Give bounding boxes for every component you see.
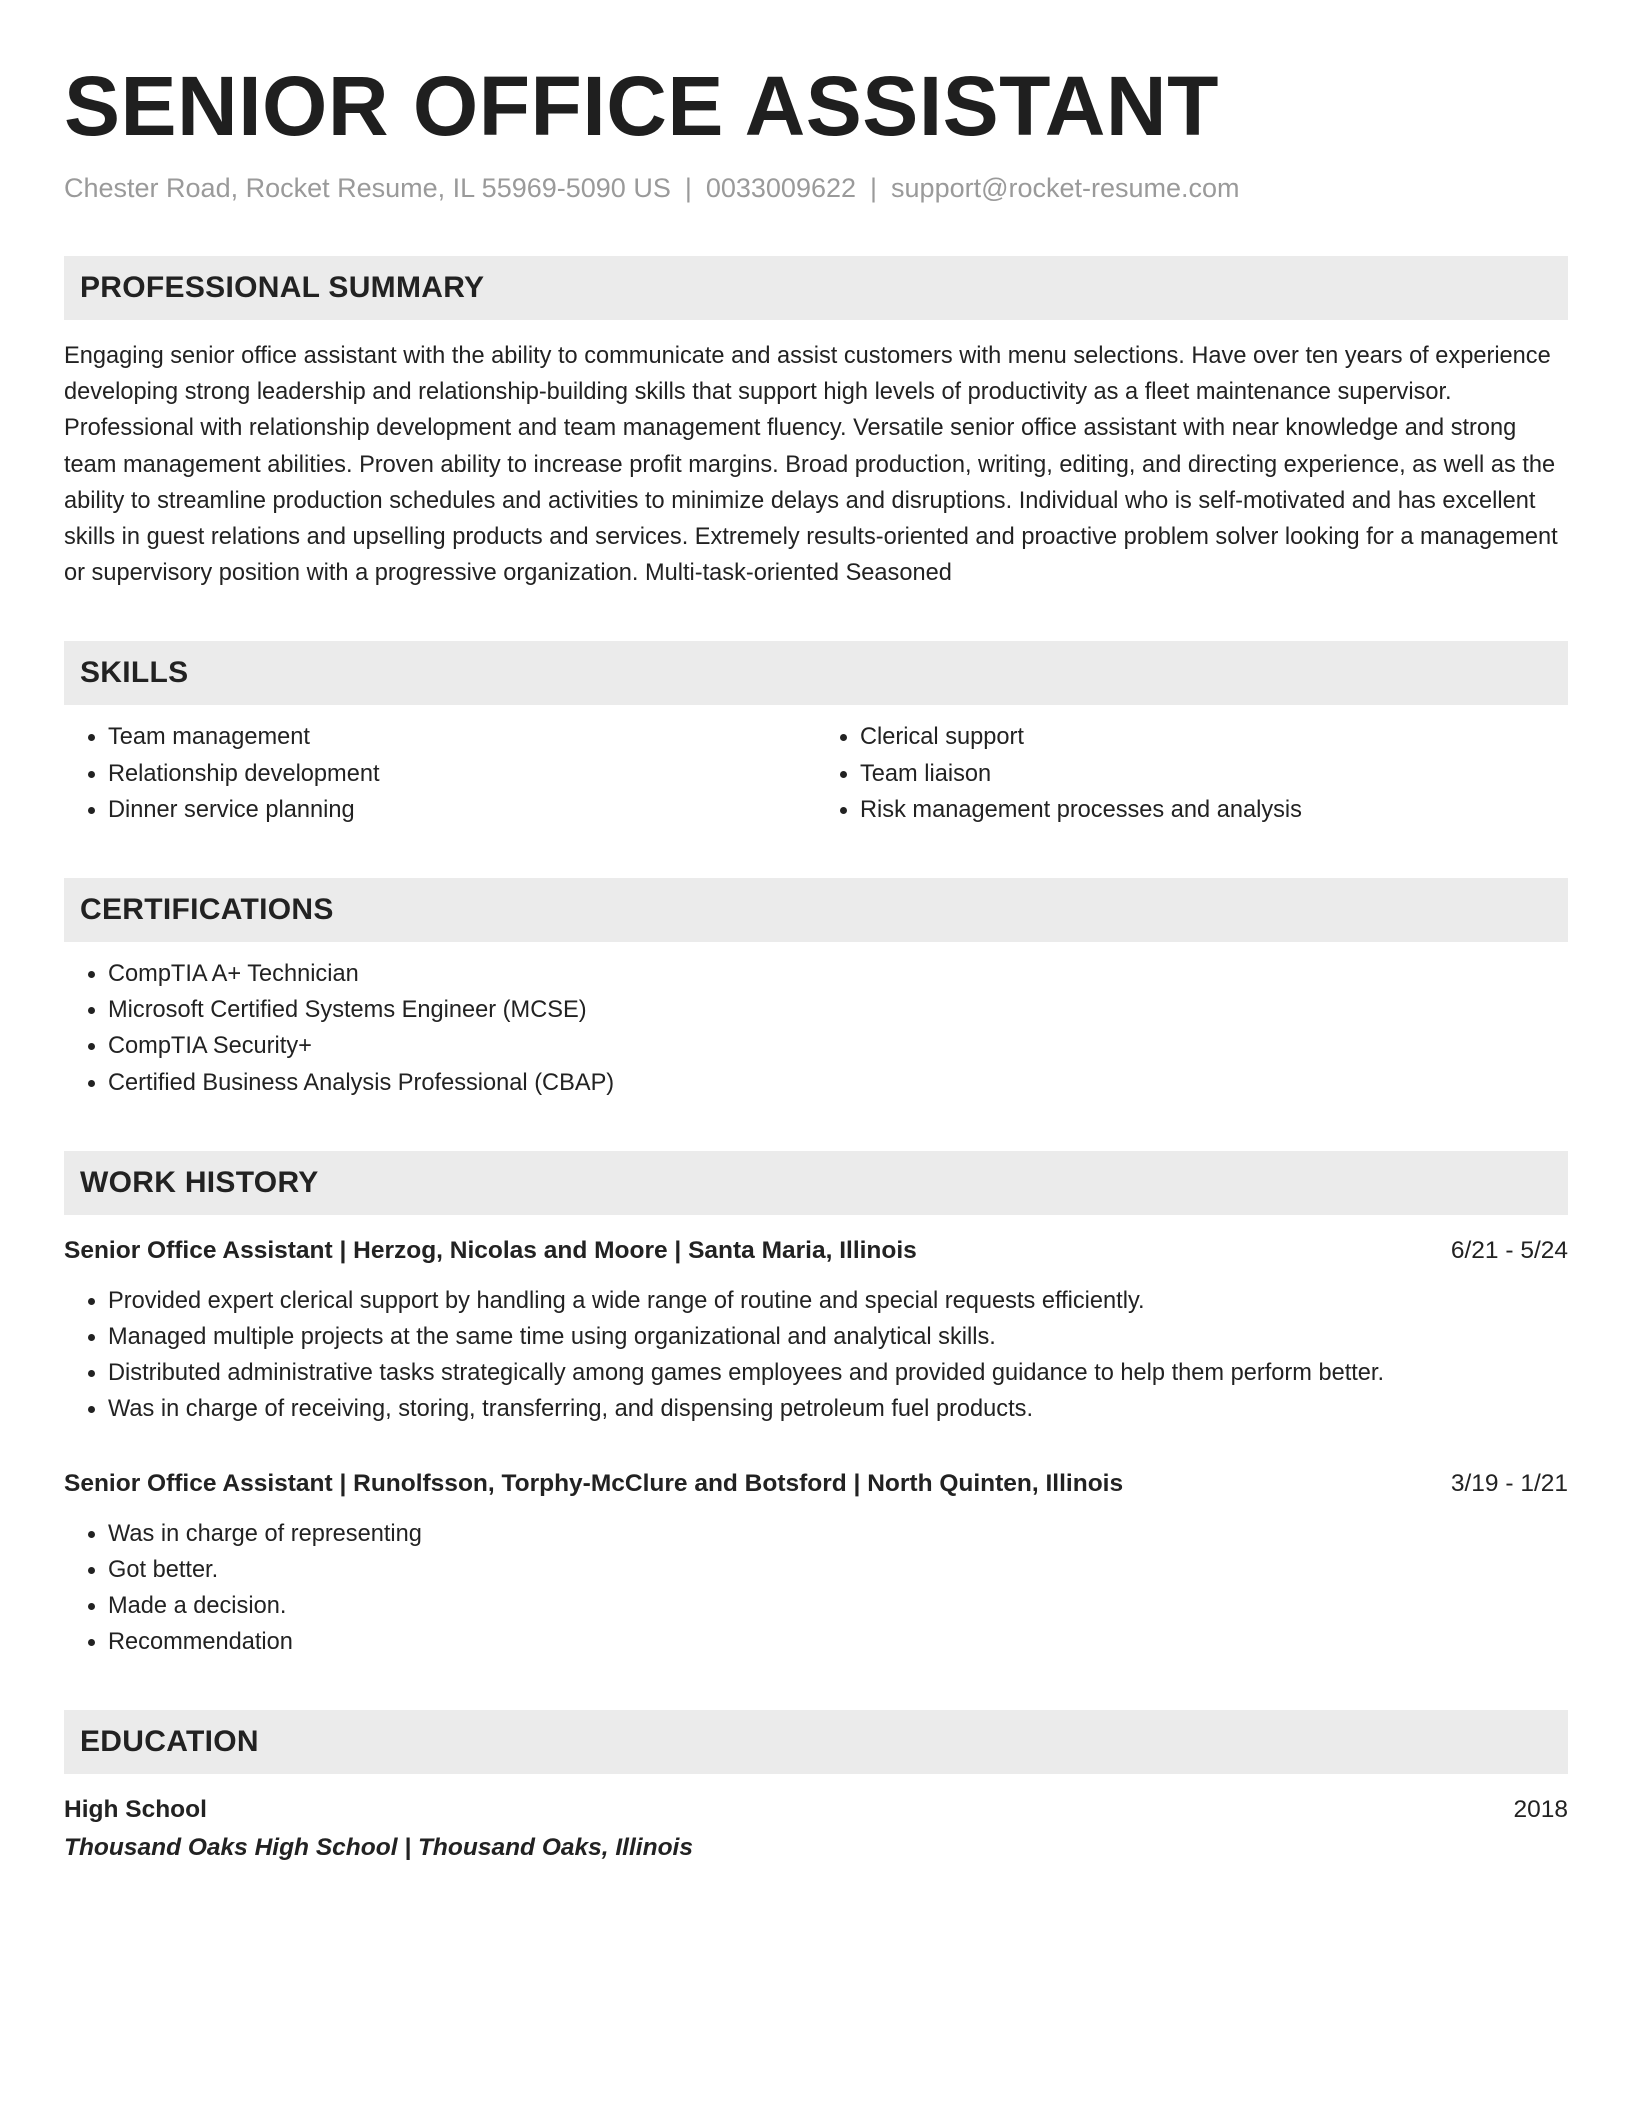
skills-list-right (816, 719, 1568, 828)
education-degree: High School (64, 1796, 207, 1824)
section-title-work-history: WORK HISTORY (64, 1151, 1568, 1215)
skill-item: • Relationship development (108, 756, 816, 792)
job-title: Senior Office Assistant | Runolfsson, Torphy-McClure and Botsford | North Quinten, Illinois (64, 1469, 1124, 1497)
contact-line (64, 170, 1568, 206)
section-title-summary: PROFESSIONAL SUMMARY (64, 256, 1568, 320)
job-bullets (64, 1516, 1568, 1661)
skill-item: • Clerical support (860, 719, 1568, 755)
job-title: Senior Office Assistant | Herzog, Nicolas and Moore | Santa Maria, Illinois (64, 1236, 917, 1264)
job-bullet: • Was in charge of receiving, storing, transferring, and dispensing petroleum fuel products. (108, 1391, 1568, 1427)
certification-item: • Certified Business Analysis Professional (CBAP) (108, 1065, 1568, 1101)
education-year: 2018 (1513, 1796, 1568, 1824)
job-bullet: • Got better. (108, 1552, 1568, 1588)
section-title-skills: SKILLS (64, 641, 1568, 705)
section-title-education: EDUCATION (64, 1710, 1568, 1774)
contact-separator: | (684, 173, 692, 203)
skills-grid (64, 719, 1568, 828)
section-title-certifications: CERTIFICATIONS (64, 878, 1568, 942)
contact-separator: | (870, 173, 878, 203)
certification-item: • CompTIA Security+ (108, 1028, 1568, 1064)
resume-name: SENIOR OFFICE ASSISTANT (64, 59, 1219, 153)
skill-item: • Team management (108, 719, 816, 755)
skill-item: • Risk management processes and analysis (860, 792, 1568, 828)
job-bullet: • Managed multiple projects at the same time using organizational and analytical skills. (108, 1319, 1568, 1355)
job-bullet: • Distributed administrative tasks strategically among games employees and provided guidance to help them perform better. (108, 1355, 1568, 1391)
contact-phone: 0033009622 (705, 173, 857, 203)
contact-email: support@rocket-resume.com (891, 173, 1240, 203)
certification-item: • CompTIA A+ Technician (108, 956, 1568, 992)
contact-address: Chester Road, Rocket Resume, IL 55969-5090 US (64, 173, 671, 203)
skill-item: • Dinner service planning (108, 792, 816, 828)
summary-text: Engaging senior office assistant with the ability to communicate and assist customers with menu selections. Have over ten years of experience developing strong leadership and relationship-building skills that support high levels of productivity as a fleet maintenance supervisor. Professional with relationship development and team management fluency. Versatile senior office assistant with near knowledge and strong team management abilities. Proven ability to increase profit margins. Broad production, writing, editing, and directing experience, as well as the ability to streamline production schedules and activities to minimize delays and disruptions. Individual who is self-motivated and has excellent skills in guest relations and upselling products and services. Extremely results-oriented and proactive problem solver looking for a management or supervisory position with a progressive organization. Multi-task-oriented Seasoned (64, 343, 1558, 587)
job-heading-row (64, 1466, 1568, 1502)
certifications-list (64, 956, 1568, 1101)
job-dates: 6/21 - 5/24 (1450, 1236, 1568, 1264)
job-dates: 3/19 - 1/21 (1450, 1469, 1568, 1497)
job-bullets (64, 1283, 1568, 1428)
education-school: Thousand Oaks High School | Thousand Oaks, Illinois (64, 1834, 693, 1862)
job-bullet: • Provided expert clerical support by handling a wide range of routine and special requests efficiently. (108, 1283, 1568, 1319)
education-heading-row (64, 1792, 1568, 1828)
job-bullet: • Recommendation (108, 1624, 1568, 1660)
job-bullet: • Made a decision. (108, 1588, 1568, 1624)
job-bullet: • Was in charge of representing (108, 1516, 1568, 1552)
skill-item: • Team liaison (860, 756, 1568, 792)
job-heading-row (64, 1233, 1568, 1269)
skills-list-left (64, 719, 816, 828)
certification-item: • Microsoft Certified Systems Engineer (MCSE) (108, 992, 1568, 1028)
